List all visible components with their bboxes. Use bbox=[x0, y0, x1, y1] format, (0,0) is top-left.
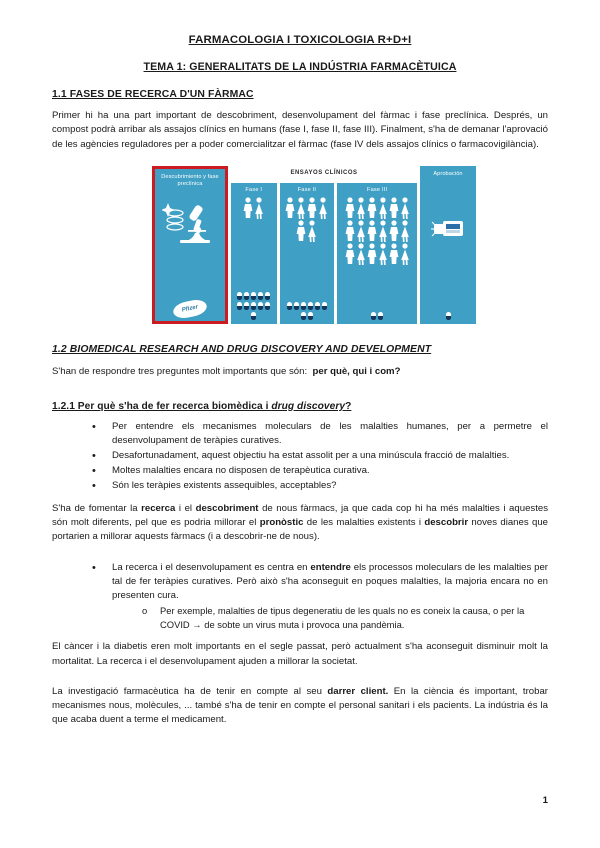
person-icon bbox=[254, 197, 264, 219]
person-icon bbox=[378, 220, 388, 242]
pill-icon bbox=[251, 312, 256, 320]
pill-icon bbox=[287, 302, 292, 310]
text-run: de nous fàrmacs, ja que cada cop hi ha més malalties i aquestes són molt diferents, pel que es podria millorar el bbox=[52, 503, 548, 529]
pill-icon bbox=[244, 302, 249, 310]
list-item: • Moltes malalties encara no disposen de terapèutica curativa. bbox=[92, 464, 548, 478]
panel-discovery-label: Descubrimiento y fase preclínica bbox=[161, 173, 219, 188]
list-item: • Per entendre els mecanismes moleculars de les malalties humanes, per a permetre el desenvolupament de teràpies curatives. bbox=[92, 420, 548, 448]
person-icon bbox=[400, 197, 410, 219]
page-number: 1 bbox=[542, 795, 548, 806]
figure-drug-pipeline bbox=[52, 166, 548, 324]
person-icon bbox=[243, 197, 253, 219]
text-run: de les malalties existents i bbox=[303, 517, 425, 529]
phase-2-pills bbox=[280, 302, 335, 320]
person-icon bbox=[307, 220, 317, 242]
person-icon bbox=[367, 197, 377, 219]
sub-list-item: o Per exemple, malalties de tipus degeneratiu de les quals no es coneix la causa, o per la COVID → de sobte un virus muta i provoca una pandèmia. bbox=[142, 604, 548, 632]
person-icon bbox=[356, 197, 366, 219]
person-icon bbox=[345, 220, 355, 242]
person-icon bbox=[296, 197, 306, 219]
pill-icon bbox=[258, 292, 263, 300]
pipeline-diagram bbox=[152, 166, 476, 324]
paragraph-investigacio-farmaceutica bbox=[52, 685, 548, 727]
pill-icon bbox=[322, 302, 327, 310]
person-icon bbox=[389, 197, 399, 219]
microscope-icon bbox=[162, 199, 218, 250]
pill-icon bbox=[258, 302, 263, 310]
pill-icon bbox=[308, 312, 313, 320]
person-icon bbox=[378, 243, 388, 265]
approval-pills bbox=[420, 312, 476, 320]
sub-bullet-list bbox=[112, 604, 548, 632]
paragraph-cancer-diabetis: El càncer i la diabetis eren molt importants en el segle passat, però actualment s'ha aconseguit disminuir molt la mortalitat. La recerca i el desenvolupament ajuden a millorar la societat. bbox=[52, 641, 548, 667]
person-icon bbox=[356, 243, 366, 265]
phase-3-pills bbox=[337, 312, 417, 320]
bold-entendre: entendre bbox=[310, 561, 351, 573]
bold-descobriment: descobriment bbox=[195, 503, 259, 515]
pill-icon bbox=[371, 312, 376, 320]
panel-approval bbox=[420, 166, 476, 324]
list-item: • Desafortunadament, aquest objectiu ha estat assolit per a una minúscula fracció de malalties. bbox=[92, 449, 548, 463]
person-icon bbox=[367, 220, 377, 242]
heading-1-2-1-italic: drug discovery bbox=[271, 400, 346, 412]
trials-header-label: ENSAYOS CLÍNICOS bbox=[237, 166, 411, 180]
intro-plain-text: S'han de respondre tres preguntes molt importants que són: bbox=[52, 365, 308, 377]
pill-icon bbox=[244, 292, 249, 300]
phase-1-label: Fase I bbox=[245, 186, 263, 193]
text-run: noves dianes que portarien a millorar aquests fàrmacs (i a descobrir-ne de nous). bbox=[52, 517, 549, 543]
person-icon bbox=[345, 197, 355, 219]
bold-recerca: recerca bbox=[141, 503, 176, 515]
pill-icon bbox=[315, 302, 320, 310]
pill-icon bbox=[265, 292, 270, 300]
pill-icon bbox=[237, 292, 242, 300]
person-icon bbox=[400, 243, 410, 265]
paragraph-tres-preguntes bbox=[52, 365, 548, 379]
panel-phase-2 bbox=[280, 183, 335, 324]
person-icon bbox=[400, 220, 410, 242]
heading-1-2: 1.2 BIOMEDICAL RESEARCH AND DRUG DISCOVERY AND DEVELOPMENT bbox=[52, 343, 432, 355]
person-icon bbox=[345, 243, 355, 265]
text-run: S'ha de fomentar la bbox=[52, 503, 142, 515]
text-run: En la ciència és important, trobar mecanismes nous, molècules, ... també s'ha de tenir en compte el personal sanitari i els pacients. La indústria és la que acaba duent a terme el medicament. bbox=[52, 685, 548, 725]
heading-1-2-1-part-b: ? bbox=[345, 400, 352, 412]
text-run: La investigació farmacèutica ha de tenir en compte al seu bbox=[52, 685, 328, 697]
person-icon bbox=[378, 197, 388, 219]
panel-discovery bbox=[152, 166, 228, 324]
phase-3-people bbox=[340, 197, 414, 265]
person-icon bbox=[318, 197, 328, 219]
heading-1-2-1 bbox=[52, 401, 548, 412]
trials-phase-row bbox=[231, 183, 417, 324]
list-item: • Són les teràpies existents assequibles, acceptables? bbox=[92, 479, 548, 493]
pill-icon bbox=[237, 302, 242, 310]
bullet-list-recerca-desenvolupament bbox=[52, 561, 548, 632]
heading-1-1: 1.1 FASES DE RECERCA D'UN FÀRMAC bbox=[52, 89, 254, 101]
text-run: els processos moleculars de les malalties per tal de fer teràpies curatives. Però això s'ha aconseguit en poques malalties, la majoria encara no en presenten cura. bbox=[112, 561, 548, 601]
pill-icon bbox=[446, 312, 451, 320]
document-title: FARMACOLOGIA I TOXICOLOGIA R+D+I bbox=[188, 34, 412, 46]
bold-darrer-client: darrer client. bbox=[327, 685, 389, 697]
pill-icon bbox=[251, 292, 256, 300]
intro-bold-text: per què, qui i com? bbox=[312, 365, 401, 377]
pill-icon bbox=[265, 302, 270, 310]
person-icon bbox=[285, 197, 295, 219]
bullet-list-why-research bbox=[52, 420, 548, 493]
person-icon bbox=[389, 220, 399, 242]
clinical-trials-group bbox=[231, 166, 417, 324]
document-subtitle: TEMA 1: GENERALITATS DE LA INDÚSTRIA FARMACÈTUICA bbox=[143, 60, 457, 73]
bold-descobrir: descobrir bbox=[424, 517, 469, 529]
paragraph-fases-recerca: Primer hi ha una part important de descobriment, desenvolupament del fàrmac i fase preclínica. Després, un compost podrà arribar als assajos clínics en humans (fase I, fase II, fase III). Finalment, s'ha de demanar l'aprovació de les agències reguladores per a poder comercialitzar el fàrmac (fase IV dels assajos clínics o farmacovigilància). bbox=[52, 110, 548, 150]
phase-1-pills bbox=[231, 292, 277, 320]
panel-phase-1 bbox=[231, 183, 277, 324]
pill-icon bbox=[308, 302, 313, 310]
list-item bbox=[92, 561, 548, 632]
phase-1-people bbox=[234, 197, 274, 219]
phase-2-label: Fase II bbox=[297, 186, 317, 193]
person-icon bbox=[389, 243, 399, 265]
phase-3-label: Fase III bbox=[366, 186, 388, 193]
panel-phase-3 bbox=[337, 183, 417, 324]
pill-icon bbox=[301, 302, 306, 310]
pfizer-logo: Pfizer bbox=[172, 297, 209, 320]
person-icon bbox=[307, 197, 317, 219]
text-run: i el bbox=[175, 503, 196, 515]
heading-1-2-1-part-a: 1.2.1 Per què s'ha de fer recerca biomèdica i bbox=[52, 400, 272, 412]
pill-icon bbox=[378, 312, 383, 320]
bold-pronostic: pronòstic bbox=[259, 517, 304, 529]
text-run: La recerca i el desenvolupament es centra en bbox=[112, 561, 311, 573]
panel-approval-label: Aprobación bbox=[433, 170, 463, 177]
person-icon bbox=[356, 220, 366, 242]
phase-2-people bbox=[283, 197, 332, 242]
paragraph-fomentar-recerca bbox=[52, 502, 548, 544]
fda-stamp-icon bbox=[430, 219, 466, 244]
person-icon bbox=[367, 243, 377, 265]
pill-icon bbox=[294, 302, 299, 310]
pill-icon bbox=[251, 302, 256, 310]
person-icon bbox=[296, 220, 306, 242]
pill-icon bbox=[301, 312, 306, 320]
